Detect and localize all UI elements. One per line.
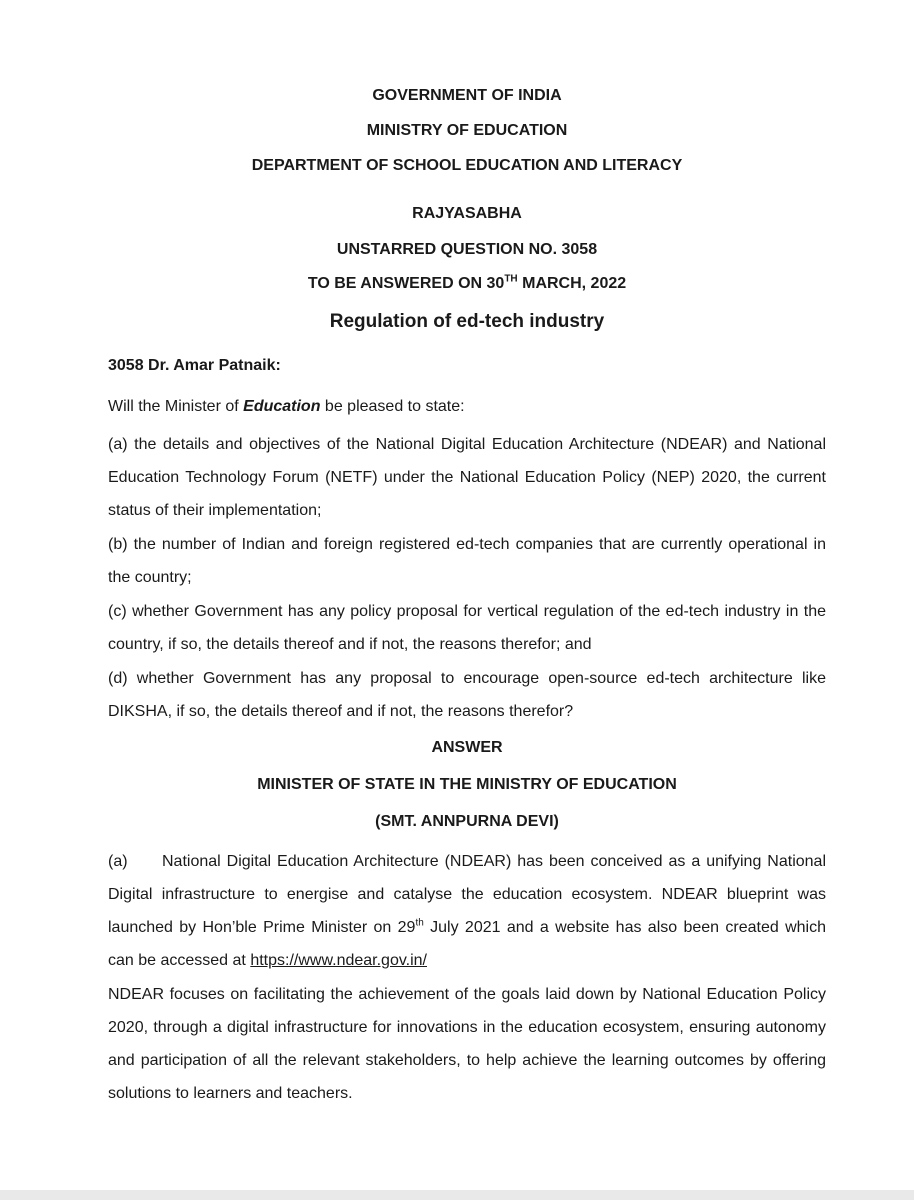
question-intro-ministry: Education: [243, 398, 321, 415]
document-title: Regulation of ed-tech industry: [329, 311, 605, 332]
question-intro-pre: Will the Minister of: [108, 398, 244, 415]
answer-part-a: [108, 845, 826, 977]
answer-date-prefix: TO BE ANSWERED ON 30: [307, 275, 505, 292]
question-intro-post: be pleased to state:: [320, 398, 465, 415]
answer-date-superscript-th: th: [415, 917, 424, 929]
answer-date-suffix: MARCH, 2022: [517, 275, 627, 292]
header-question-number: UNSTARRED QUESTION NO. 3058: [336, 241, 598, 258]
question-intro: [108, 390, 826, 423]
header-ministry: MINISTRY OF EDUCATION: [366, 122, 568, 139]
question-part-b: (b) the number of Indian and foreign registered ed-tech companies that are currently operational in the country;: [108, 536, 826, 586]
header-answer-date: [108, 274, 826, 294]
answer-heading: ANSWER: [431, 739, 503, 756]
header-department: DEPARTMENT OF SCHOOL EDUCATION AND LITERACY: [251, 157, 683, 174]
ndear-website-link[interactable]: https://www.ndear.gov.in/: [250, 952, 427, 969]
answer-date-superscript: TH: [504, 273, 518, 285]
answer-paragraph-2: NDEAR focuses on facilitating the achievement of the goals laid down by National Education Policy 2020, through a digital infrastructure for innovations in the education ecosystem, ensuring autonomy and participation of all the relevant stakeholders, to help achieve the learning outcomes by offering solutions to learners and teachers.: [108, 986, 826, 1102]
question-part-d: (d) whether Government has any proposal to encourage open-source ed-tech architecture like DIKSHA, if so, the details thereof and if not, the reasons therefor?: [108, 670, 826, 720]
minister-title: MINISTER OF STATE IN THE MINISTRY OF EDUCATION: [257, 776, 677, 793]
header-government: GOVERNMENT OF INDIA: [372, 87, 562, 104]
answer-part-a-label: (a): [108, 853, 128, 870]
header-house: RAJYASABHA: [412, 205, 522, 222]
minister-name: (SMT. ANNPURNA DEVI): [375, 813, 559, 830]
question-part-a: (a) the details and objectives of the National Digital Education Architecture (NDEAR) and National Education Technology Forum (NETF) under the National Education Policy (NEP) 2020, the current status of their implementation;: [108, 436, 826, 519]
answer-part-a-text-1: National Digital Education Architecture (NDEAR) has been conceived as a unifying National Digital infrastructure to energise and catalyse the education ecosystem. NDEAR blueprint was launched by Hon’ble Prime Minister on 29: [108, 853, 826, 936]
answer-part-a-text-2: July 2021 and a website has also been created which can be accessed at: [108, 919, 827, 969]
question-asker: 3058 Dr. Amar Patnaik:: [108, 357, 281, 374]
question-part-c: (c) whether Government has any policy proposal for vertical regulation of the ed-tech industry in the country, if so, the details thereof and if not, the reasons therefor; and: [108, 603, 826, 653]
